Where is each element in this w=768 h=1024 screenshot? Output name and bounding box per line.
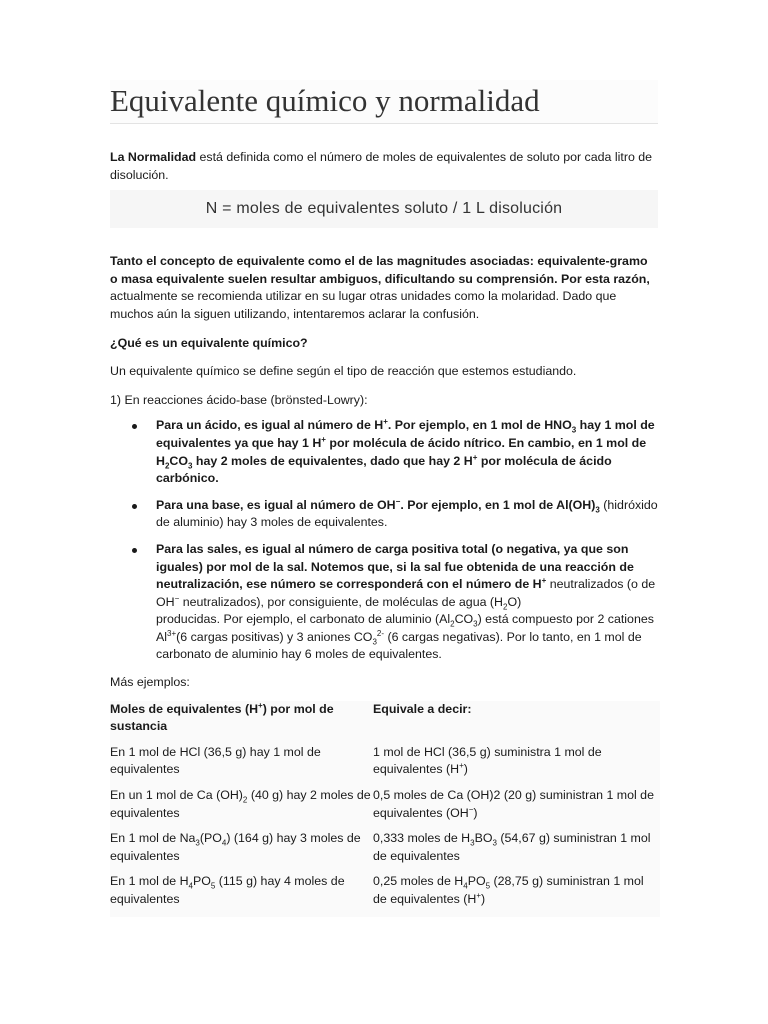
bullet-base-text: Para una base, es igual al número de OH: [156, 497, 396, 512]
superscript: 2-: [376, 628, 385, 638]
cell-text: (115 g) hay 4 moles de equivalentes: [110, 874, 345, 906]
explanation-paragraph: [110, 253, 658, 323]
explanation-bold-text: Tanto el concepto de equivalente como el de las magnitudes asociadas: equivalente-gramo o masa equivalente suelen resultar ambiguos, dificultando su comprensión. Por esta razón,: [110, 254, 650, 286]
subscript: 3: [372, 637, 377, 647]
superscript: +: [383, 417, 388, 427]
superscript: +: [321, 434, 326, 444]
explanation-text: actualmente se recomienda utilizar en su lugar otras unidades como la molaridad. Dado que muchos aún la siguen utilizando, intentaremos aclarar la confusión.: [110, 289, 617, 321]
intro-term: La Normalidad: [110, 150, 197, 164]
bullet-dot-icon: [132, 424, 137, 429]
subscript: 4: [221, 838, 227, 848]
bullet-acid-text: . Por ejemplo, en 1 mol de HNO: [387, 418, 572, 433]
superscript: +: [459, 761, 464, 771]
bullet-salts: [110, 541, 658, 664]
superscript: −: [174, 593, 180, 603]
cell-text: (PO: [199, 831, 222, 846]
table-cell: [110, 830, 373, 873]
cell-text: (40 g) hay 2 moles de equivalentes: [110, 788, 371, 820]
cell-text: BO: [474, 831, 493, 846]
subscript: 4: [188, 881, 193, 891]
bullet-base: [110, 497, 658, 532]
bullet-salts-text: (6 cargas negativas). Por lo tanto, en 1 mol de carbonato de aluminio hay 6 moles de equivalentes.: [156, 629, 642, 662]
superscript: +: [541, 575, 547, 585]
table-row: [110, 744, 660, 787]
bullet-salts-text: O): [507, 594, 522, 609]
superscript: 3+: [167, 628, 177, 638]
cell-text: ): [473, 805, 478, 820]
bullet-salts-text: neutralizados (o de OH: [156, 577, 656, 609]
table-header-cell: Equivale a decir:: [373, 701, 472, 716]
bullet-salts-text: neutralizados), por consiguiente, de moléculas de agua (H: [179, 594, 503, 609]
bullet-salts-text: producidas. Por ejemplo, el carbonato de aluminio (Al: [156, 612, 451, 627]
table-cell: En 1 mol de HCl (36,5 g) hay 1 mol de equivalentes: [110, 744, 321, 777]
subscript: 3: [571, 425, 577, 435]
cell-text: PO: [192, 874, 211, 889]
table-cell: [110, 787, 373, 830]
definition-paragraph: Un equivalente químico se define según el tipo de reacción que estemos estudiando.: [110, 364, 577, 379]
superscript: +: [258, 700, 263, 710]
subscript: 3: [492, 838, 497, 848]
superscript: +: [476, 890, 481, 900]
superscript: −: [395, 496, 401, 506]
subscript: 4: [463, 881, 468, 891]
cell-text: (54,67 g) suministran 1 mol de equivalentes: [373, 831, 651, 863]
cell-text: (28,75 g) suministran 1 mol de equivalentes (H: [373, 874, 644, 906]
subscript: 2: [503, 602, 508, 612]
table-cell: [373, 787, 660, 830]
section-heading-acid-base: 1) En reacciones ácido-base (brönsted-Lowry):: [110, 392, 368, 407]
table-cell: [373, 830, 660, 873]
cell-text: En un 1 mol de Ca (OH): [110, 788, 243, 803]
bullet-acid-text: Para un ácido, es igual al número de H: [156, 418, 384, 433]
table-header-cell: [110, 701, 373, 744]
intro-text: está definida como el número de moles de equivalentes de soluto por cada litro de disolución.: [110, 150, 653, 182]
subscript: 3: [195, 838, 200, 848]
subscript: 5: [210, 881, 216, 891]
bullet-acid-text: por molécula de ácido nítrico. En cambio, en 1 mol de H: [156, 435, 647, 468]
document-page: [110, 80, 658, 917]
bullet-salts-text: ) está compuesto por 2 cationes Al: [156, 612, 654, 644]
cell-text: 0,25 moles de H: [373, 874, 464, 889]
table-row: [110, 787, 660, 830]
cell-text: 0,333 moles de H: [373, 831, 471, 846]
subscript: 5: [485, 881, 491, 891]
cell-text: En 1 mol de Na: [110, 831, 196, 846]
cell-text: ): [481, 892, 486, 906]
header-text: Moles de equivalentes (H: [110, 701, 259, 716]
question-heading: ¿Qué es un equivalente químico?: [110, 335, 308, 350]
bullet-salts-text: Para las sales, es igual al número de carga positiva total (o negativa, ya que son iguales) por mol de la sal. Notemos que, si la sal fue obtenida de una reacción de neutralización, ese número se corresponderá con el número de H: [156, 541, 634, 592]
bullet-salts-text: CO: [454, 612, 474, 627]
bullet-acid-text: hay 2 moles de equivalentes, dado que hay 2 H: [192, 453, 473, 468]
table-row: [110, 830, 660, 873]
bullet-acid-text: CO: [169, 453, 188, 468]
equivalents-table: [110, 701, 660, 917]
superscript: −: [468, 804, 474, 814]
cell-text: 0,5 moles de Ca (OH)2 (20 g) suministran 1 mol de equivalentes (OH: [373, 788, 654, 820]
subscript: 2: [242, 795, 248, 805]
normality-formula: N = moles de equivalentes soluto / 1 L disolución: [110, 190, 658, 228]
cell-text: PO: [467, 874, 486, 889]
table-header-row: [110, 701, 660, 744]
equivalents-bullet-list: [110, 417, 658, 664]
bullet-base-text: . Por ejemplo, en 1 mol de Al(OH): [400, 497, 596, 512]
bullet-acid-text: hay 1 mol de equivalentes ya que hay 1 H: [156, 418, 655, 450]
bullet-dot-icon: [132, 548, 137, 553]
bullet-dot-icon: [132, 504, 137, 509]
table-cell: [373, 873, 660, 916]
subscript: 2: [450, 619, 455, 629]
header-text: ) por mol de sustancia: [110, 701, 334, 734]
cell-text: ): [463, 762, 468, 777]
more-examples-label: Más ejemplos:: [110, 675, 190, 690]
cell-text: 1 mol de HCl (36,5 g) suministra 1 mol de equivalentes (H: [373, 744, 602, 777]
subscript: 3: [473, 619, 478, 629]
bullet-base-text: (hidróxido de aluminio) hay 3 moles de equivalentes.: [156, 497, 658, 530]
superscript: +: [472, 452, 478, 462]
cell-text: En 1 mol de H: [110, 874, 189, 889]
subscript: 3: [470, 838, 475, 848]
subscript: 2: [164, 461, 170, 470]
intro-paragraph: [110, 149, 658, 184]
table-row: [110, 873, 660, 916]
subscript: 3: [595, 505, 600, 515]
page-title: Equivalente químico y normalidad: [110, 80, 658, 124]
table-cell: [110, 873, 373, 916]
bullet-acid: [110, 417, 658, 487]
subscript: 3: [188, 461, 193, 470]
bullet-salts-text: (6 cargas positivas) y 3 aniones CO: [176, 629, 373, 644]
bullet-acid-text: por molécula de ácido carbónico.: [156, 453, 612, 486]
cell-text: ) (164 g) hay 3 moles de equivalentes: [110, 831, 361, 863]
table-cell: [373, 744, 660, 787]
